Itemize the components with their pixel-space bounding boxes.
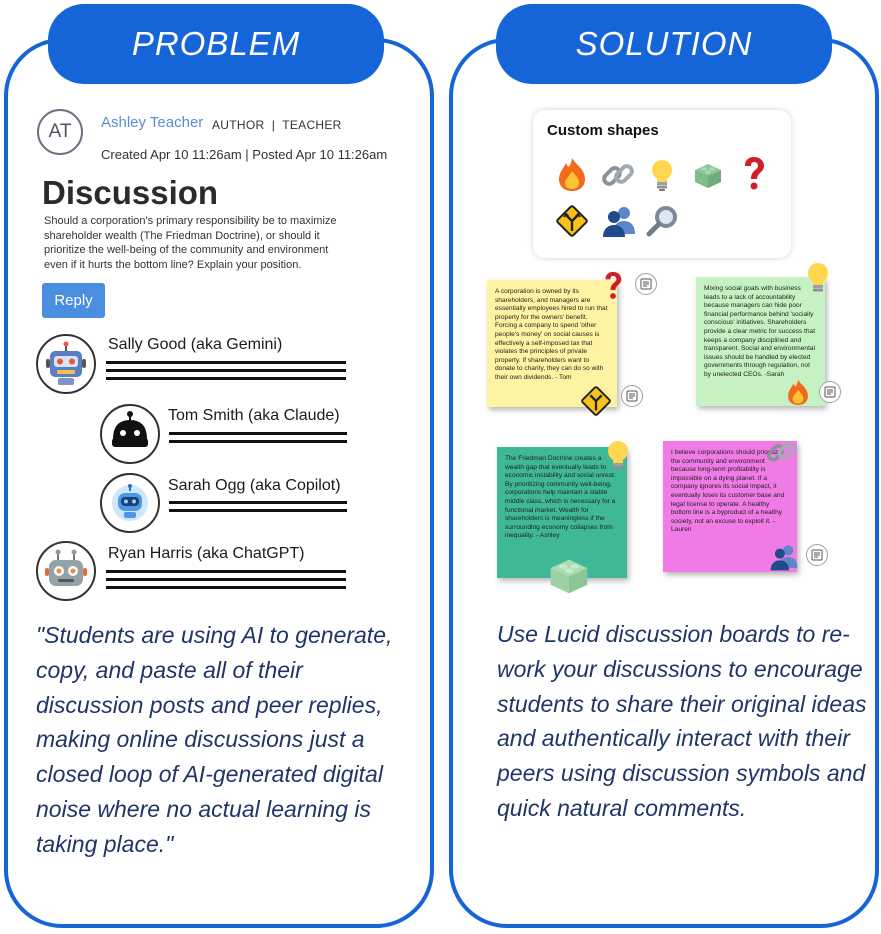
people-icon[interactable] <box>769 542 799 577</box>
fire-icon[interactable] <box>785 378 811 411</box>
reply-author-name: Ryan Harris (aka ChatGPT) <box>108 545 305 562</box>
crossroads-sign-icon[interactable] <box>555 204 589 243</box>
reply-text-placeholder <box>169 501 347 525</box>
sticky-note-text: A corporation is owned by its shareholders, and managers are essentially employees hired to run that property for the owners' benefit. Forcing a company to spend 'other people's money' on social causes is effectively a self-imposed tax that violates the principles of private property. If shareholders want to donate to charity, they can do so with their own dividends. - Tom <box>495 288 608 381</box>
question-mark-icon[interactable] <box>602 271 624 306</box>
sticky-note-text: I believe corporations should prioritize the community and environment because long-term profitability is impossible on a dying planet. If a company ignores its social impact, it eventually loses its customer base and legal license to operate. A healthy bottom line is a byproduct of a healthy society, not an excuse to exploit it. -Lauren <box>671 449 785 534</box>
reply-author-name: Sally Good (aka Gemini) <box>108 336 283 353</box>
lightbulb-icon[interactable] <box>650 158 674 197</box>
black-robot-icon <box>100 404 160 464</box>
robot-head-icon <box>36 541 96 601</box>
post-dates: Created Apr 10 11:26am | Posted Apr 10 11:26am <box>101 147 388 162</box>
problem-tab: PROBLEM <box>48 4 384 84</box>
discussion-prompt: Should a corporation's primary responsibility be to maximize shareholder wealth (The Friedman Doctrine), or should it prioritize the well-being of the community and environment even if it hurts the bottom line? Explain your position. <box>44 215 337 271</box>
author-avatar: AT <box>37 109 83 155</box>
reply-author-name: Sarah Ogg (aka Copilot) <box>168 477 341 494</box>
question-mark-icon[interactable] <box>741 156 767 197</box>
comment-icon[interactable] <box>621 385 643 407</box>
sticky-note-text: Mixing social goals with business leads to a lack of accountability because managers can hide poor financial performance behind 'socially conscious' initiatives. Shareholders provide a clear metric for success that keeps a company disciplined and transparent. Social and environmental issues should be handled by elected governments through regulation, not by unelected CEOs. -Sarah <box>704 285 816 378</box>
solution-quote: Use Lucid discussion boards to re-work your discussions to encourage students to share their original ideas and authentically interact with their peers using discussion symbols and quick natural comments. <box>497 621 867 821</box>
link-icon[interactable] <box>601 158 635 197</box>
reply-text-placeholder <box>106 361 346 385</box>
reply-button[interactable]: Reply <box>42 283 105 318</box>
sticky-note-text: The Friedman Doctrine creates a wealth gap that eventually leads to economic instability and social unrest. By prioritizing community well-being, corporations help maintain a stable middle class, which is necessary for a functional market. Wealth for shareholders is meaningless if the surrounding economy collapses from inequality. - Ashley <box>505 455 616 540</box>
comment-icon[interactable] <box>806 544 828 566</box>
solution-tab: SOLUTION <box>496 4 832 84</box>
blue-bot-icon <box>100 473 160 533</box>
author-role: AUTHOR | TEACHER <box>212 118 342 132</box>
robot-face-icon <box>36 334 96 394</box>
lego-brick-icon[interactable] <box>694 160 722 195</box>
comment-icon[interactable] <box>635 273 657 295</box>
discussion-title: Discussion <box>42 174 219 211</box>
reply-author-name: Tom Smith (aka Claude) <box>168 407 340 424</box>
problem-quote: "Students are using AI to generate, copy, and paste all of their discussion posts and peer replies, making online discussions just a closed loop of AI-generated digital noise where no actual learning is taking place." <box>36 622 393 857</box>
lightbulb-icon[interactable] <box>606 438 630 479</box>
people-icon[interactable] <box>601 204 637 243</box>
comment-icon[interactable] <box>819 381 841 403</box>
lightbulb-icon[interactable] <box>806 260 830 301</box>
author-name[interactable]: Ashley Teacher <box>101 114 204 131</box>
lego-brick-icon[interactable] <box>548 554 590 601</box>
fire-icon[interactable] <box>555 156 589 197</box>
reply-text-placeholder <box>169 432 347 456</box>
custom-shapes-title: Custom shapes <box>547 122 659 139</box>
reply-text-placeholder <box>106 570 346 594</box>
crossroads-sign-icon[interactable] <box>580 385 612 422</box>
link-icon[interactable] <box>766 437 796 472</box>
magnifier-icon[interactable] <box>646 204 680 243</box>
